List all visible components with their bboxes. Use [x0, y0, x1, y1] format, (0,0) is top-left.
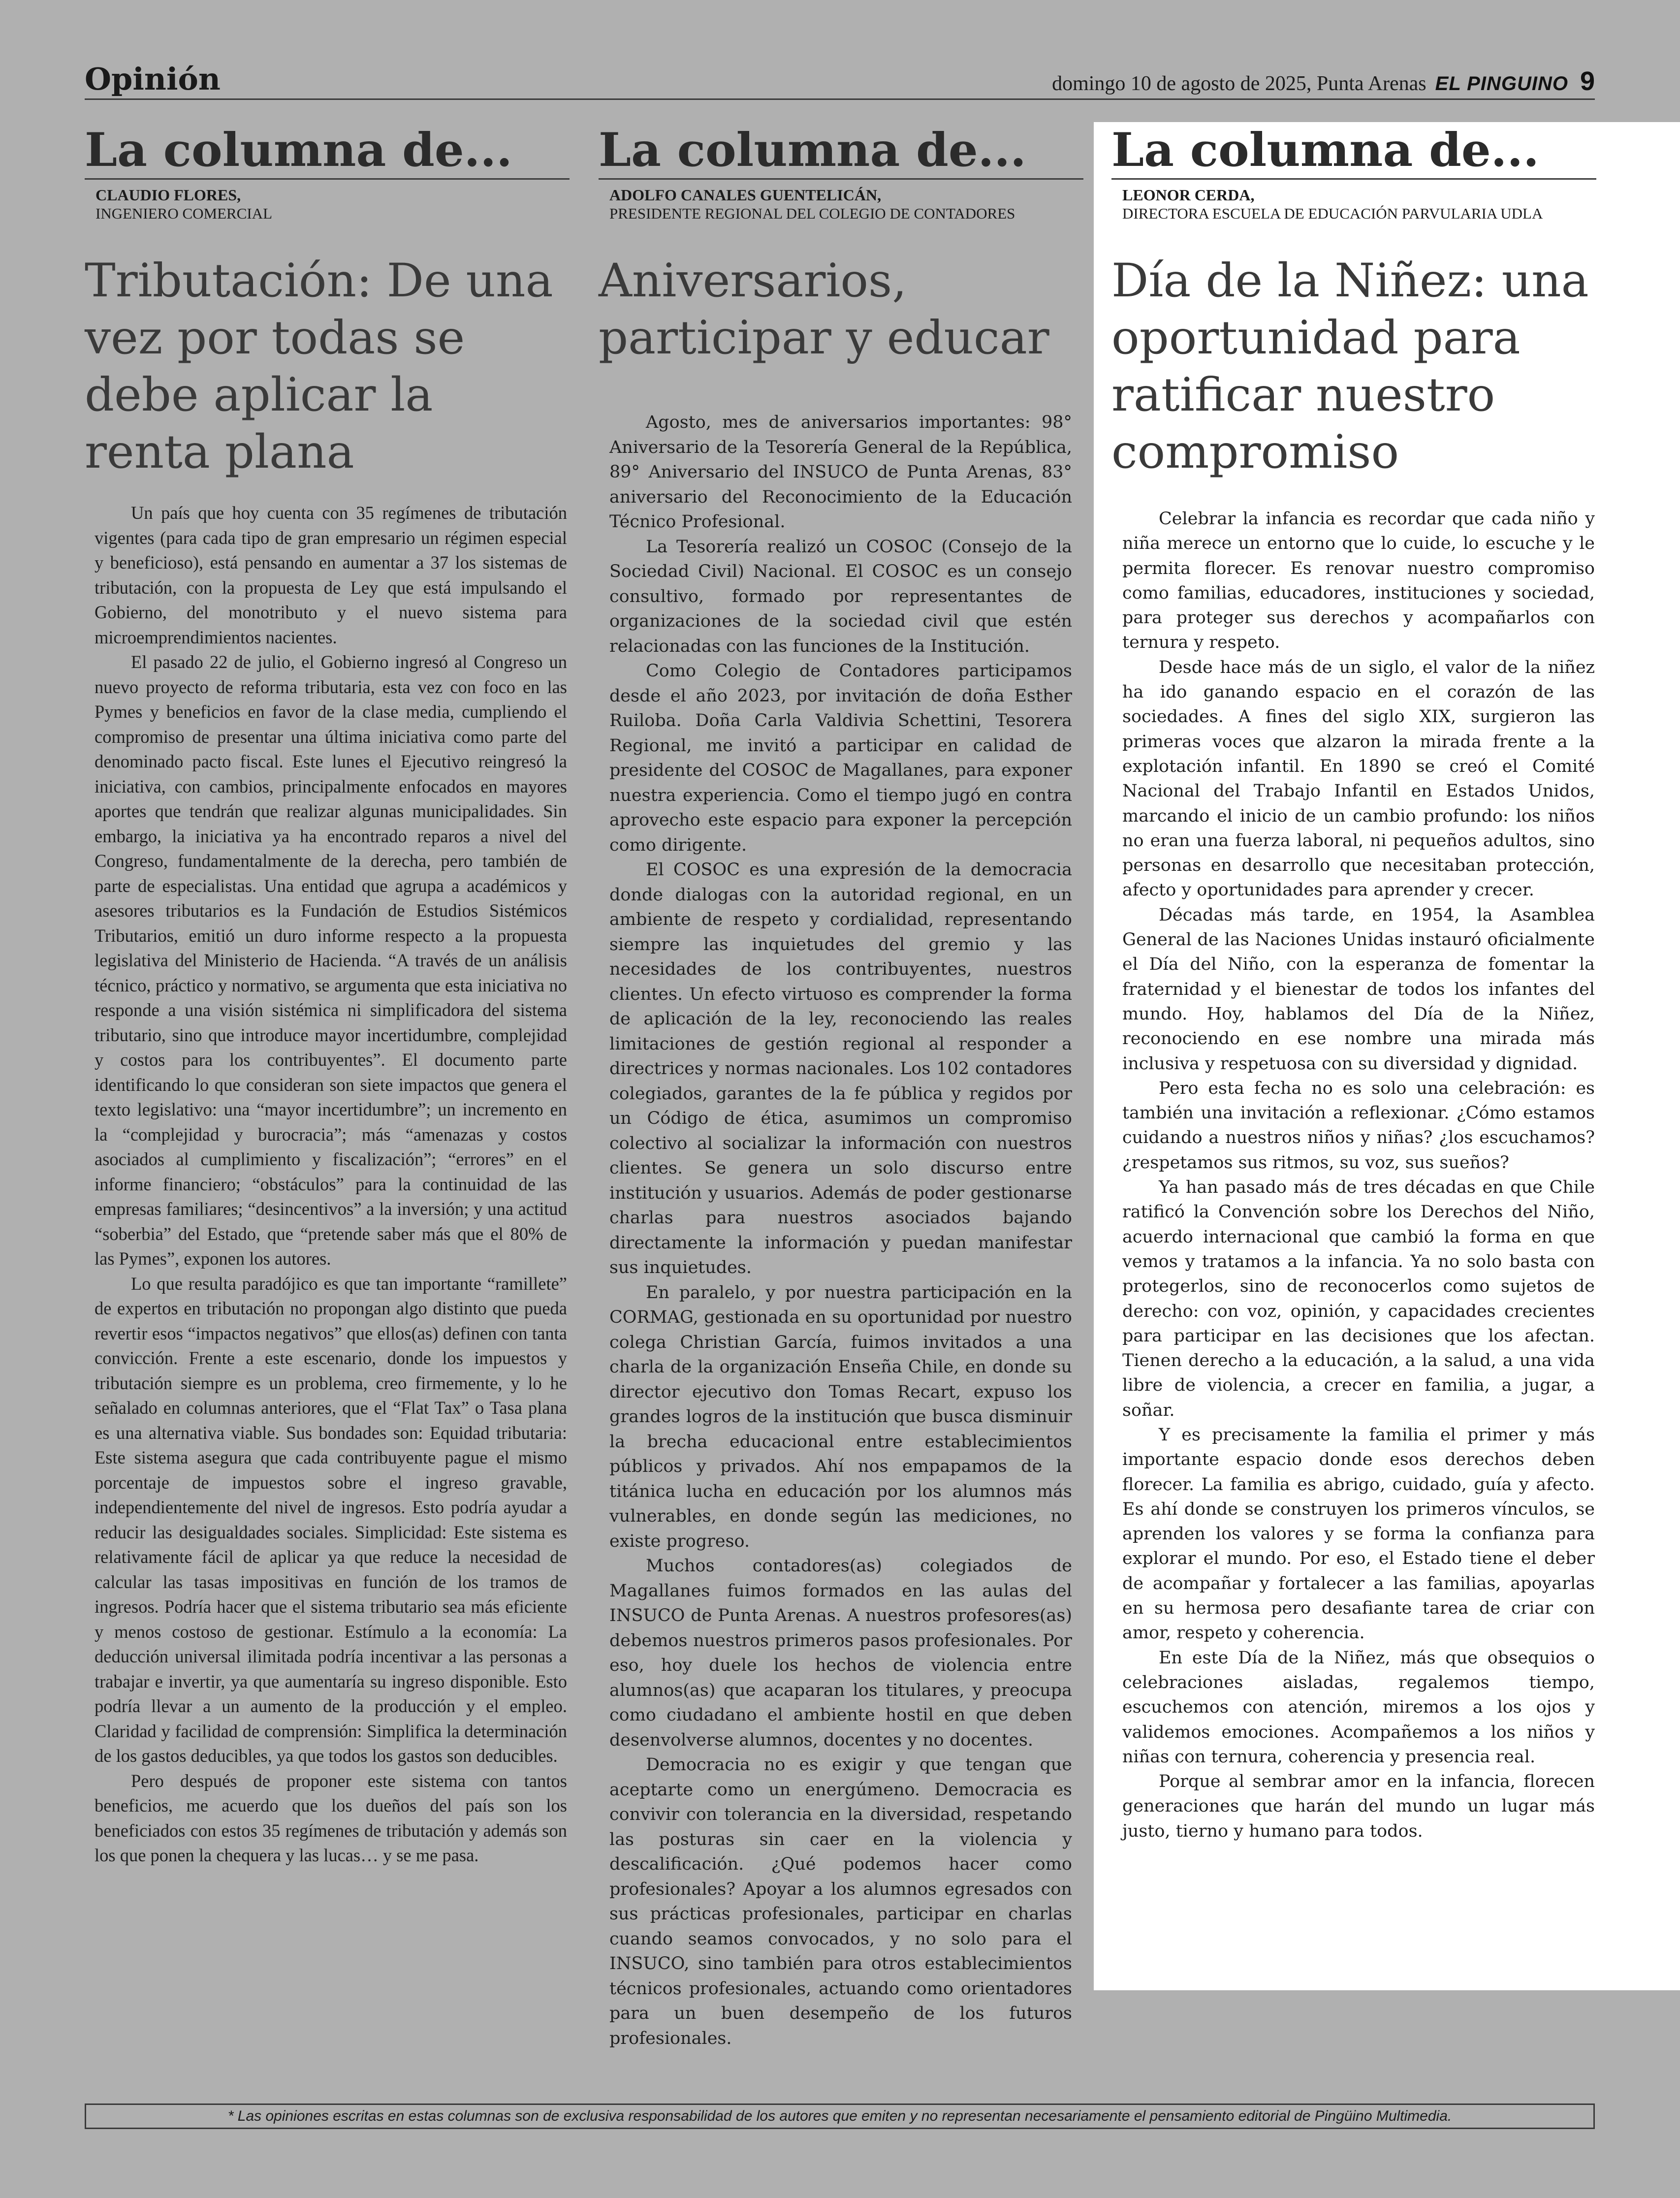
disclaimer-box [85, 2103, 1595, 2129]
header-meta [1052, 66, 1595, 96]
column-kicker: La columna de... [85, 123, 570, 180]
article-paragraph: La Tesorería realizó un COSOC (Consejo de la Sociedad Civil) Nacional. El COSOC es un consejo consultivo, formado por representantes de organizaciones de la sociedad civil que estén relacionadas con las funciones de la Institución. [609, 537, 1072, 656]
disclaimer-text: * Las opiniones escritas en estas columnas son de exclusiva responsabilidad de los autores que emiten y no representan necesariamente el pensamiento editorial de Pingüino Multimedia. [227, 2108, 1452, 2124]
article-paragraph: Pero esta fecha no es solo una celebración: es también una invitación a reflexionar. ¿Cómo estamos cuidando a nuestros niños y niñas? ¿los escuchamos? ¿respetamos sus ritmos, su voz, sus sueños? [1122, 1078, 1595, 1173]
article-paragraph: Desde hace más de un siglo, el valor de la niñez ha ido ganando espacio en el corazón de las sociedades. A fines del siglo XIX, surgieron las primeras voces que alzaron la mirada frente a la explotación infantil. En 1890 se creó el Comité Nacional del Trabajo Infantil en Estados Unidos, marcando el inicio de un cambio profundo: los niños no eran una fuerza laboral, ni pequeños adultos, sino personas en desarrollo que necesitaban protección, afecto y oportunidades para aprender y crecer. [1122, 657, 1595, 900]
column-adolfo-canales [599, 123, 1083, 2051]
author-name: ADOLFO CANALES GUENTELICÁN, [609, 186, 882, 204]
article-paragraph: Décadas más tarde, en 1954, la Asamblea General de las Naciones Unidas instauró oficialmente el Día del Niño, con la esperanza de fomentar la fraternidad y el bienestar de todos los infantes del mundo. Hoy, hablamos del Día de la Niñez, reconociendo en ese nombre una mirada más inclusiva y respetuosa con su diversidad y dignidad. [1122, 905, 1595, 1074]
column-kicker: La columna de... [599, 123, 1083, 180]
article-paragraph: Ya han pasado más de tres décadas en que Chile ratificó la Convención sobre los Derechos del Niño, acuerdo internacional que cambió la forma en que vemos y tratamos a la infancia. Ya no solo basta con protegerlos, sino de reconocerlos como sujetos de derecho: con voz, opinión, y capacidades crecientes para participar en las decisiones que los afectan. Tienen derecho a la educación, a la salud, a una vida libre de violencia, a crecer en familia, a jugar, a soñar. [1122, 1178, 1595, 1420]
page-header [85, 61, 1595, 100]
article-headline: Aniversarios, participar y educar [599, 254, 1049, 365]
author-name: CLAUDIO FLORES, [95, 186, 241, 204]
column-leonor-cerda [1111, 123, 1596, 1844]
article-paragraph: Y es precisamente la familia el primer y más importante espacio donde esos derechos deben florecer. La familia es abrigo, cuidado, guía y afecto. Es ahí donde se construyen los primeros vínculos, se aprenden los valores y se forma la confianza para explorar el mundo. Por eso, el Estado tiene el deber de acompañar y fortalecer a las familias, apoyarlas en su hermosa pero desafiante tarea de criar con amor, respeto y coherencia. [1122, 1425, 1595, 1643]
article-paragraph: Porque al sembrar amor en la infancia, florecen generaciones que harán del mundo un lugar más justo, tierno y humano para todos. [1122, 1772, 1595, 1841]
article-paragraph: Como Colegio de Contadores participamos desde el año 2023, por invitación de doña Esther Ruiloba. Doña Carla Valdivia Schettini, Tesorera Regional, me invitó a participar en calidad de presidente del COSOC de Magallanes, para exponer nuestra experiencia. Como el tiempo jugó en contra aprovecho este espacio para exponer la percepción como dirigente. [609, 661, 1072, 855]
article-paragraph: Agosto, mes de aniversarios importantes: 98° Aniversario de la Tesorería General de la República, 89° Aniversario del INSUCO de Punta Arenas, 83° aniversario del Reconocimiento de la Educación Técnico Profesional. [609, 413, 1072, 532]
article-body [609, 410, 1072, 2051]
article-body [95, 501, 567, 1868]
author-role: INGENIERO COMERCIAL [95, 205, 273, 222]
article-paragraph: Muchos contadores(as) colegiados de Magallanes fuimos formados en las aulas del INSUCO de Punta Arenas. A nuestros profesores(as) debemos nuestros primeros pasos profesionales. Por eso, hoy duele los hechos de violencia entre alumnos(as) que acaparan los titulares, y preocupa como ciudadano el ambiente hostil en que deben desenvolverse alumnos, docentes y no docentes. [609, 1556, 1072, 1750]
article-paragraph: Un país que hoy cuenta con 35 regímenes de tributación vigentes (para cada tipo de gran empresario un régimen especial y beneficioso), está pensando en aumentar a 37 los sistemas de tributación, con la propuesta de Ley que está impulsando el Gobierno, del monotributo y el nuevo sistema para microemprendimientos nacientes. [95, 503, 567, 647]
page-number: 9 [1580, 66, 1595, 96]
column-kicker: La columna de... [1111, 123, 1596, 180]
article-paragraph: En este Día de la Niñez, más que obsequios o celebraciones aisladas, regalemos tiempo, escuchemos con atención, miremos a los ojos y validemos emociones. Acompañemos a los niños y niñas con ternura, coherencia y presencia real. [1122, 1648, 1595, 1767]
column-claudio-flores [85, 123, 570, 1868]
article-headline: Día de la Niñez: una oportunidad para ratificar nuestro compromiso [1111, 254, 1589, 479]
article-paragraph: El COSOC es una expresión de la democracia donde dialogas con la autoridad regional, en un ambiente de respeto y cordialidad, representando siempre las inquietudes del gremio y las necesidades de los contribuyentes, nuestros clientes. Un efecto virtuoso es comprender la forma de aplicación de la ley, reconociendo las reales limitaciones de gestión regional al responder a directrices y normas nacionales. Los 102 contadores colegiados, garantes de la fe pública y regidos por un Código de ética, asumimos un compromiso colectivo al socializar la información con nuestros clientes. Se genera un solo discurso entre institución y usuarios. Además de poder gestionarse charlas para nuestros asociados bajando directamente la información y puedan manifestar sus inquietudes. [609, 860, 1072, 1277]
article-headline: Tributación: De una vez por todas se debe aplicar la renta plana [85, 254, 553, 479]
author-name: LEONOR CERDA, [1122, 186, 1255, 204]
author-role: DIRECTORA ESCUELA DE EDUCACIÓN PARVULARIA UDLA [1122, 205, 1543, 222]
article-paragraph: El pasado 22 de julio, el Gobierno ingresó al Congreso un nuevo proyecto de reforma tributaria, esta vez con foco en las Pymes y beneficios en favor de la clase media, cumpliendo el compromiso de presentar una última iniciativa como parte del denominado pacto fiscal. Este lunes el Ejecutivo reingresó la iniciativa, con cambios, principalmente enfocados en mayores aportes que tendrán que realizar algunas municipalidades. Sin embargo, la iniciativa ya ha encontrado reparos a nivel del Congreso, fundamentalmente de la derecha, pero también de parte de especialistas. Una entidad que agrupa a académicos y asesores tributarios es la Fundación de Estudios Sistémicos Tributarios, emitió un duro informe respecto a la propuesta legislativa del Ministerio de Hacienda. “A través de un análisis técnico, práctico y normativo, se argumenta que esta iniciativa no responde a una visión sistémica ni simplificadora del sistema tributario, sino que introduce mayor incertidumbre, complejidad y costos para los contribuyentes”. El documento parte identificando lo que consideran son siete impactos que genera el texto legislativo: una “mayor incertidumbre”; un incremento en la “complejidad y burocracia”; más “amenazas y costos asociados al cumplimiento y fiscalización”; “errores” en el informe financiero; “obstáculos” para la continuidad de las empresas familiares; “desincentivos” a la inversión; y una actitud “soberbia” del Estado, que “pretende saber más que el 80% de las Pymes”, exponen los autores. [95, 652, 567, 1269]
newspaper-logo: EL PINGUINO [1435, 73, 1568, 95]
issue-date: domingo 10 de agosto de 2025, Punta Arenas [1052, 72, 1426, 95]
article-paragraph: Democracia no es exigir y que tengan que aceptarte como un energúmeno. Democracia es convivir con tolerancia en la diversidad, respetando las posturas sin caer en la violencia y descalificación. ¿Qué podemos hacer como profesionales? Apoyar a los alumnos egresados con sus prácticas profesionales, participar en charlas cuando seamos convocados, y no solo para el INSUCO, sino también para otros establecimientos técnicos profesionales, actuando como orientadores para un buen desempeño de los futuros profesionales. [609, 1755, 1072, 2048]
article-paragraph: Lo que resulta paradójico es que tan importante “ramillete” de expertos en tributación no propongan algo distinto que pueda revertir esos “impactos negativos” que ellos(as) definen con tanta convicción. Frente a este escenario, donde los impuestos y tributación siempre es un problema, creo firmemente, y lo he señalado en columnas anteriores, que el “Flat Tax” o Tasa plana es una alternativa viable. Sus bondades son: Equidad tributaria: Este sistema asegura que cada contribuyente pague el mismo porcentaje de impuestos sobre el ingreso gravable, independientemente del nivel de ingresos. Esto podría ayudar a reducir las desigualdades sociales. Simplicidad: Este sistema es relativamente fácil de aplicar ya que reduce la necesidad de calcular las tasas impositivas en función de los tramos de ingresos. Podría hacer que el sistema tributario sea más eficiente y menos costoso de gestionar. Estímulo a la economía: La deducción universal ilimitada podría incentivar a las personas a trabajar e invertir, ya que aumentaría su ingreso disponible. Esto podría llevar a un aumento de la producción y el empleo. Claridad y facilidad de comprensión: Simplifica la determinación de los gastos deducibles, ya que todos los gastos son deducibles. [95, 1273, 567, 1766]
section-label: Opinión [85, 61, 221, 97]
author-role: PRESIDENTE REGIONAL DEL COLEGIO DE CONTADORES [609, 205, 1015, 222]
article-body [1122, 507, 1595, 1844]
article-paragraph: Celebrar la infancia es recordar que cada niño y niña merece un entorno que lo cuide, lo escuche y le permita florecer. Es renovar nuestro compromiso como familias, educadores, instituciones y sociedad, para proteger sus derechos y acompañarlos con ternura y respeto. [1122, 509, 1595, 653]
article-paragraph: En paralelo, y por nuestra participación en la CORMAG, gestionada en su oportunidad por nuestro colega Christian García, fuimos invitados a una charla de la organización Enseña Chile, en donde su director ejecutivo don Tomas Recart, expuso los grandes logros de la institución que busca disminuir la brecha educacional entre establecimientos públicos y privados. Ahí nos empapamos de la titánica lucha en educación por los alumnos más vulnerables, en donde según las mediciones, no existe progreso. [609, 1282, 1072, 1551]
article-paragraph: Pero después de proponer este sistema con tantos beneficios, me acuerdo que los dueños del país son los beneficiados con estos 35 regímenes de tributación y además son los que ponen la chequera y las lucas… y se me pasa. [95, 1770, 567, 1865]
